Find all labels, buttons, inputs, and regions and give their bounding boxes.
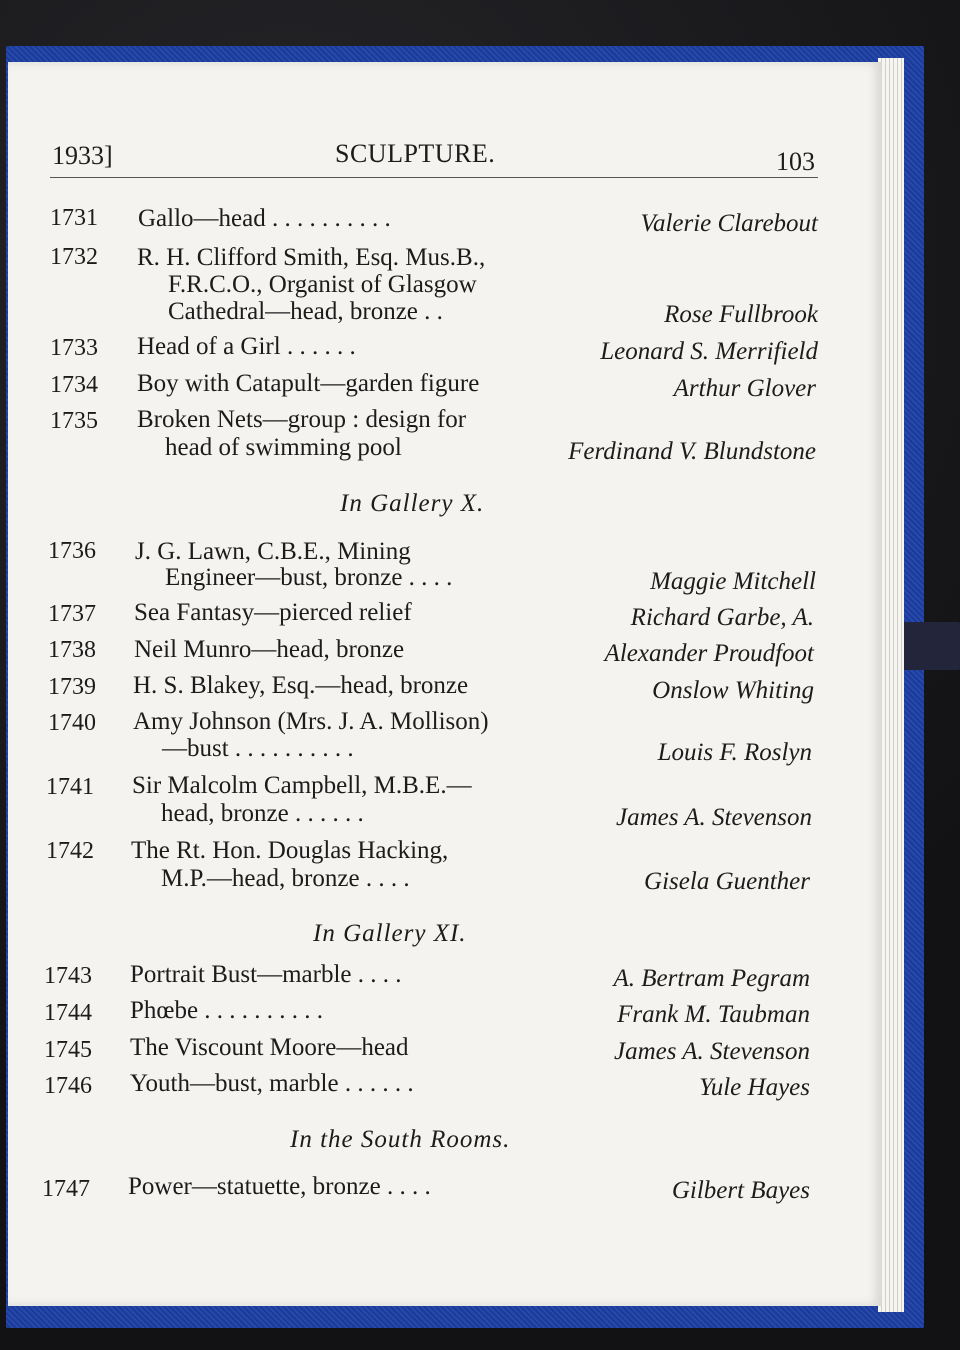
entry-title-line: Cathedral—head, bronze . .: [168, 298, 443, 325]
entry-title: Broken Nets—group : design for: [137, 406, 467, 433]
entry-number: 1737: [48, 601, 96, 627]
entry-artist: A. Bertram Pegram: [613, 965, 810, 992]
entry-number: 1744: [44, 1000, 92, 1026]
entry-number: 1733: [50, 335, 98, 361]
entry-number: 1734: [50, 372, 98, 398]
bookmark-ribbon: [896, 622, 960, 670]
entry-title: Head of a Girl . . . . . .: [137, 333, 356, 360]
header-rule: [50, 177, 818, 178]
entry-title: Portrait Bust—marble . . . .: [130, 961, 402, 988]
entry-artist: Maggie Mitchell: [650, 568, 816, 595]
entry-title: Youth—bust, marble . . . . . .: [130, 1070, 414, 1097]
entry-artist: James A. Stevenson: [613, 1038, 810, 1065]
entry-artist: Rose Fullbrook: [664, 301, 818, 328]
entry-artist: Arthur Glover: [673, 375, 816, 402]
entry-title-line: —bust . . . . . . . . . .: [162, 735, 354, 762]
entry-title: Amy Johnson (Mrs. J. A. Mollison): [133, 708, 489, 735]
entry-title: The Rt. Hon. Douglas Hacking,: [131, 837, 449, 864]
entry-number: 1745: [44, 1037, 92, 1063]
entry-title: Sir Malcolm Campbell, M.B.E.—: [132, 772, 472, 799]
header-year: 1933]: [52, 141, 113, 170]
entry-title: Sea Fantasy—pierced relief: [134, 599, 412, 626]
entry-title: The Viscount Moore—head: [130, 1034, 409, 1061]
entry-number: 1739: [48, 674, 96, 700]
entry-title-line: F.R.C.O., Organist of Glasgow: [168, 271, 477, 298]
entry-title-line: Engineer—bust, bronze . . . .: [165, 564, 453, 591]
entry-title-line: head, bronze . . . . . .: [161, 800, 364, 827]
entry-title: Neil Munro—head, bronze: [134, 636, 405, 663]
entry-title: Gallo—head . . . . . . . . . .: [138, 205, 391, 232]
entry-number: 1731: [50, 205, 98, 231]
entry-artist: Gilbert Bayes: [671, 1177, 810, 1204]
entry-title: R. H. Clifford Smith, Esq. Mus.B.,: [137, 244, 486, 271]
entry-artist: Yule Hayes: [699, 1074, 810, 1101]
entry-title: Power—statuette, bronze . . . .: [128, 1173, 431, 1200]
entry-number: 1732: [50, 244, 98, 270]
entry-number: 1736: [48, 538, 96, 564]
entry-title: J. G. Lawn, C.B.E., Mining: [135, 538, 411, 565]
entry-title: Boy with Catapult—garden figure: [137, 370, 480, 397]
entry-number: 1742: [46, 838, 94, 864]
entry-title-line: M.P.—head, bronze . . . .: [161, 865, 410, 892]
entry-artist: Leonard S. Merrifield: [600, 338, 818, 365]
entry-number: 1746: [44, 1073, 92, 1099]
entry-artist: Alexander Proudfoot: [604, 640, 814, 667]
gallery-heading: In Gallery XI.: [313, 920, 467, 947]
entry-number: 1738: [48, 637, 96, 663]
page-title: SCULPTURE.: [335, 139, 496, 168]
entry-artist: Gisela Guenther: [644, 868, 810, 895]
entry-artist: Ferdinand V. Blundstone: [568, 438, 816, 465]
entry-number: 1735: [50, 408, 98, 434]
entry-title: Phœbe . . . . . . . . . .: [130, 997, 324, 1024]
entry-number: 1741: [46, 774, 94, 800]
entry-artist: Richard Garbe, A.: [630, 604, 814, 631]
gallery-heading: In Gallery X.: [340, 490, 485, 517]
gallery-heading: In the South Rooms.: [290, 1126, 511, 1153]
entry-artist: Valerie Clarebout: [640, 210, 818, 237]
entry-artist: Frank M. Taubman: [617, 1001, 810, 1028]
entry-title-line: head of swimming pool: [165, 434, 402, 461]
page-number: 103: [776, 147, 815, 176]
entry-artist: James A. Stevenson: [615, 804, 812, 831]
entry-artist: Louis F. Roslyn: [657, 739, 812, 766]
entry-number: 1747: [42, 1176, 90, 1202]
entry-artist: Onslow Whiting: [652, 677, 814, 704]
entry-title: H. S. Blakey, Esq.—head, bronze: [133, 672, 469, 699]
entry-number: 1740: [48, 710, 96, 736]
entry-number: 1743: [44, 963, 92, 989]
